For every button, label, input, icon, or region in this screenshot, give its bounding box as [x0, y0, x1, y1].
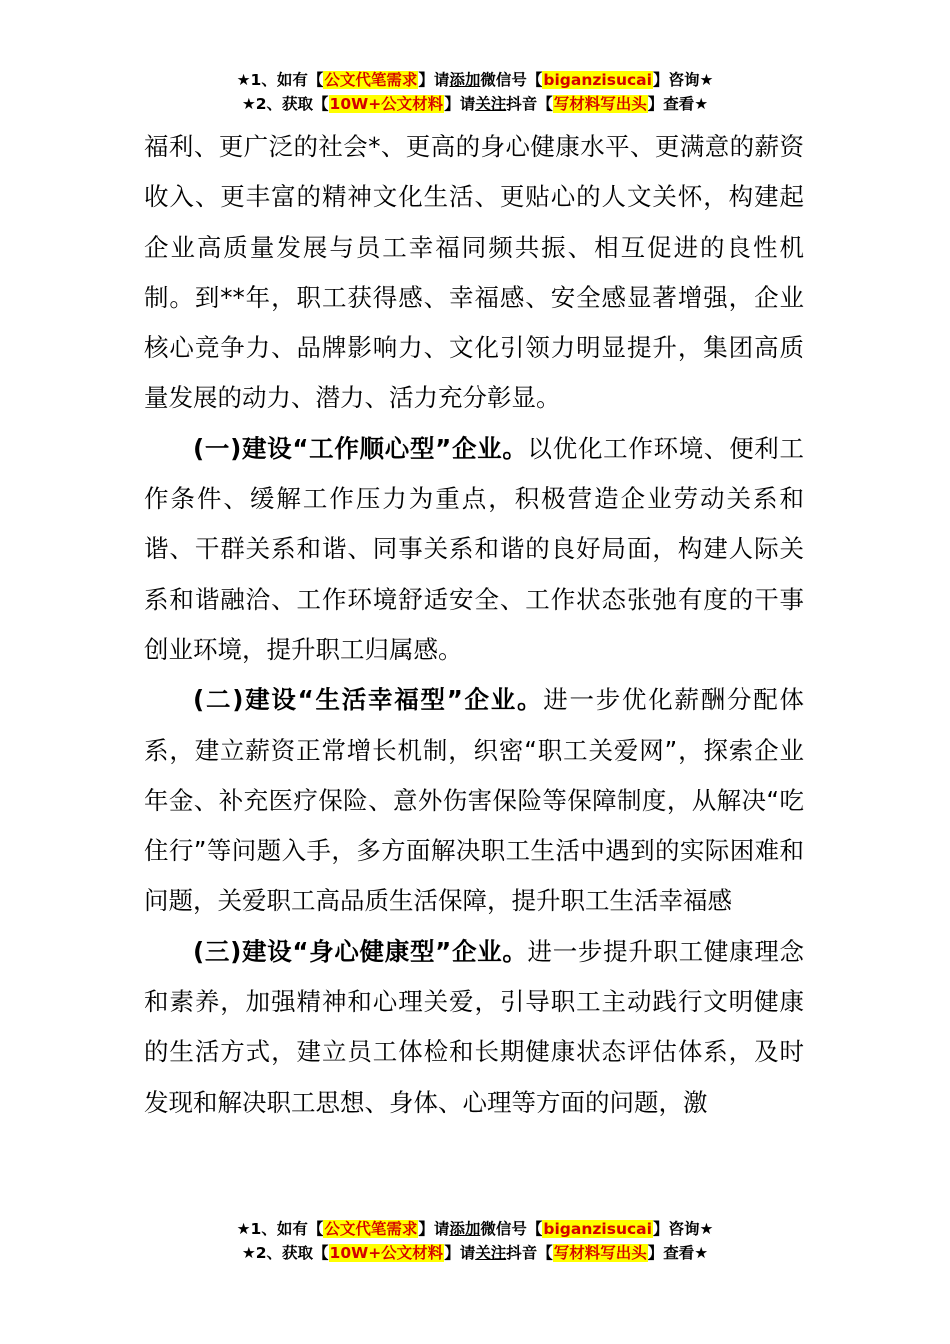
paragraph-section-1 — [144, 424, 804, 675]
banner-line-1: ★1、如有【公文代笔需求】请添加微信号【biganzisucai】咨询★ — [236, 1220, 714, 1238]
header-banner — [0, 68, 950, 116]
paragraph-section-3 — [144, 927, 804, 1128]
paragraph-section-2 — [144, 675, 804, 926]
document-body — [144, 122, 804, 1128]
banner-highlight: 写材料写出头 — [553, 1244, 647, 1262]
banner-line-2: ★2、获取【10W+公文材料】请关注抖音【写材料写出头】查看★ — [241, 95, 709, 113]
banner-highlight: biganzisucai — [543, 1220, 652, 1238]
footer-banner — [0, 1217, 950, 1265]
banner-highlight: 10W+公文材料 — [329, 95, 444, 113]
banner-line-2: ★2、获取【10W+公文材料】请关注抖音【写材料写出头】查看★ — [241, 1244, 709, 1262]
section-heading-1: (一)建设“工作顺心型”企业。 — [193, 433, 528, 463]
section-heading-3: (三)建设“身心健康型”企业。 — [193, 936, 528, 966]
section-text-3: 进一步提升职工健康理念和素养，加强精神和心理关爱，引导职工主动践行文明健康的生活方式，建立员工体检和长期健康状态评估体系，及时发现和解决职工思想、身体、心理等方面的问题，激 — [144, 936, 805, 1117]
banner-highlight: biganzisucai — [543, 71, 652, 89]
banner-highlight: 公文代笔需求 — [324, 71, 418, 89]
paragraph-continued: 福利、更广泛的社会*、更高的身心健康水平、更满意的薪资收入、更丰富的精神文化生活、更贴心的人文关怀，构建起企业高质量发展与员工幸福同频共振、相互促进的良性机制。到**年，职工获得感、幸福感、安全感显著增强，企业核心竞争力、品牌影响力、文化引领力明显提升，集团高质量发展的动力、潜力、活力充分彰显。 — [144, 132, 804, 413]
banner-highlight: 写材料写出头 — [553, 95, 647, 113]
banner-highlight: 公文代笔需求 — [324, 1220, 418, 1238]
section-text-1: 以优化工作环境、便利工作条件、缓解工作压力为重点，积极营造企业劳动关系和谐、干群关系和谐、同事关系和谐的良好局面，构建人际关系和谐融洽、工作环境舒适安全、工作状态张弛有度的干事创业环境，提升职工归属感。 — [144, 433, 805, 664]
banner-line-1: ★1、如有【公文代笔需求】请添加微信号【biganzisucai】咨询★ — [236, 71, 714, 89]
banner-highlight: 10W+公文材料 — [329, 1244, 444, 1262]
section-text-2: 进一步优化薪酬分配体系，建立薪资正常增长机制，织密“职工关爱网”，探索企业年金、补充医疗保险、意外伤害保险等保障制度，从解决“吃住行”等问题入手，多方面解决职工生活中遇到的实际困难和问题，关爱职工高品质生活保障，提升职工生活幸福感 — [144, 685, 804, 916]
section-heading-2: (二)建设“生活幸福型”企业。 — [193, 685, 544, 715]
